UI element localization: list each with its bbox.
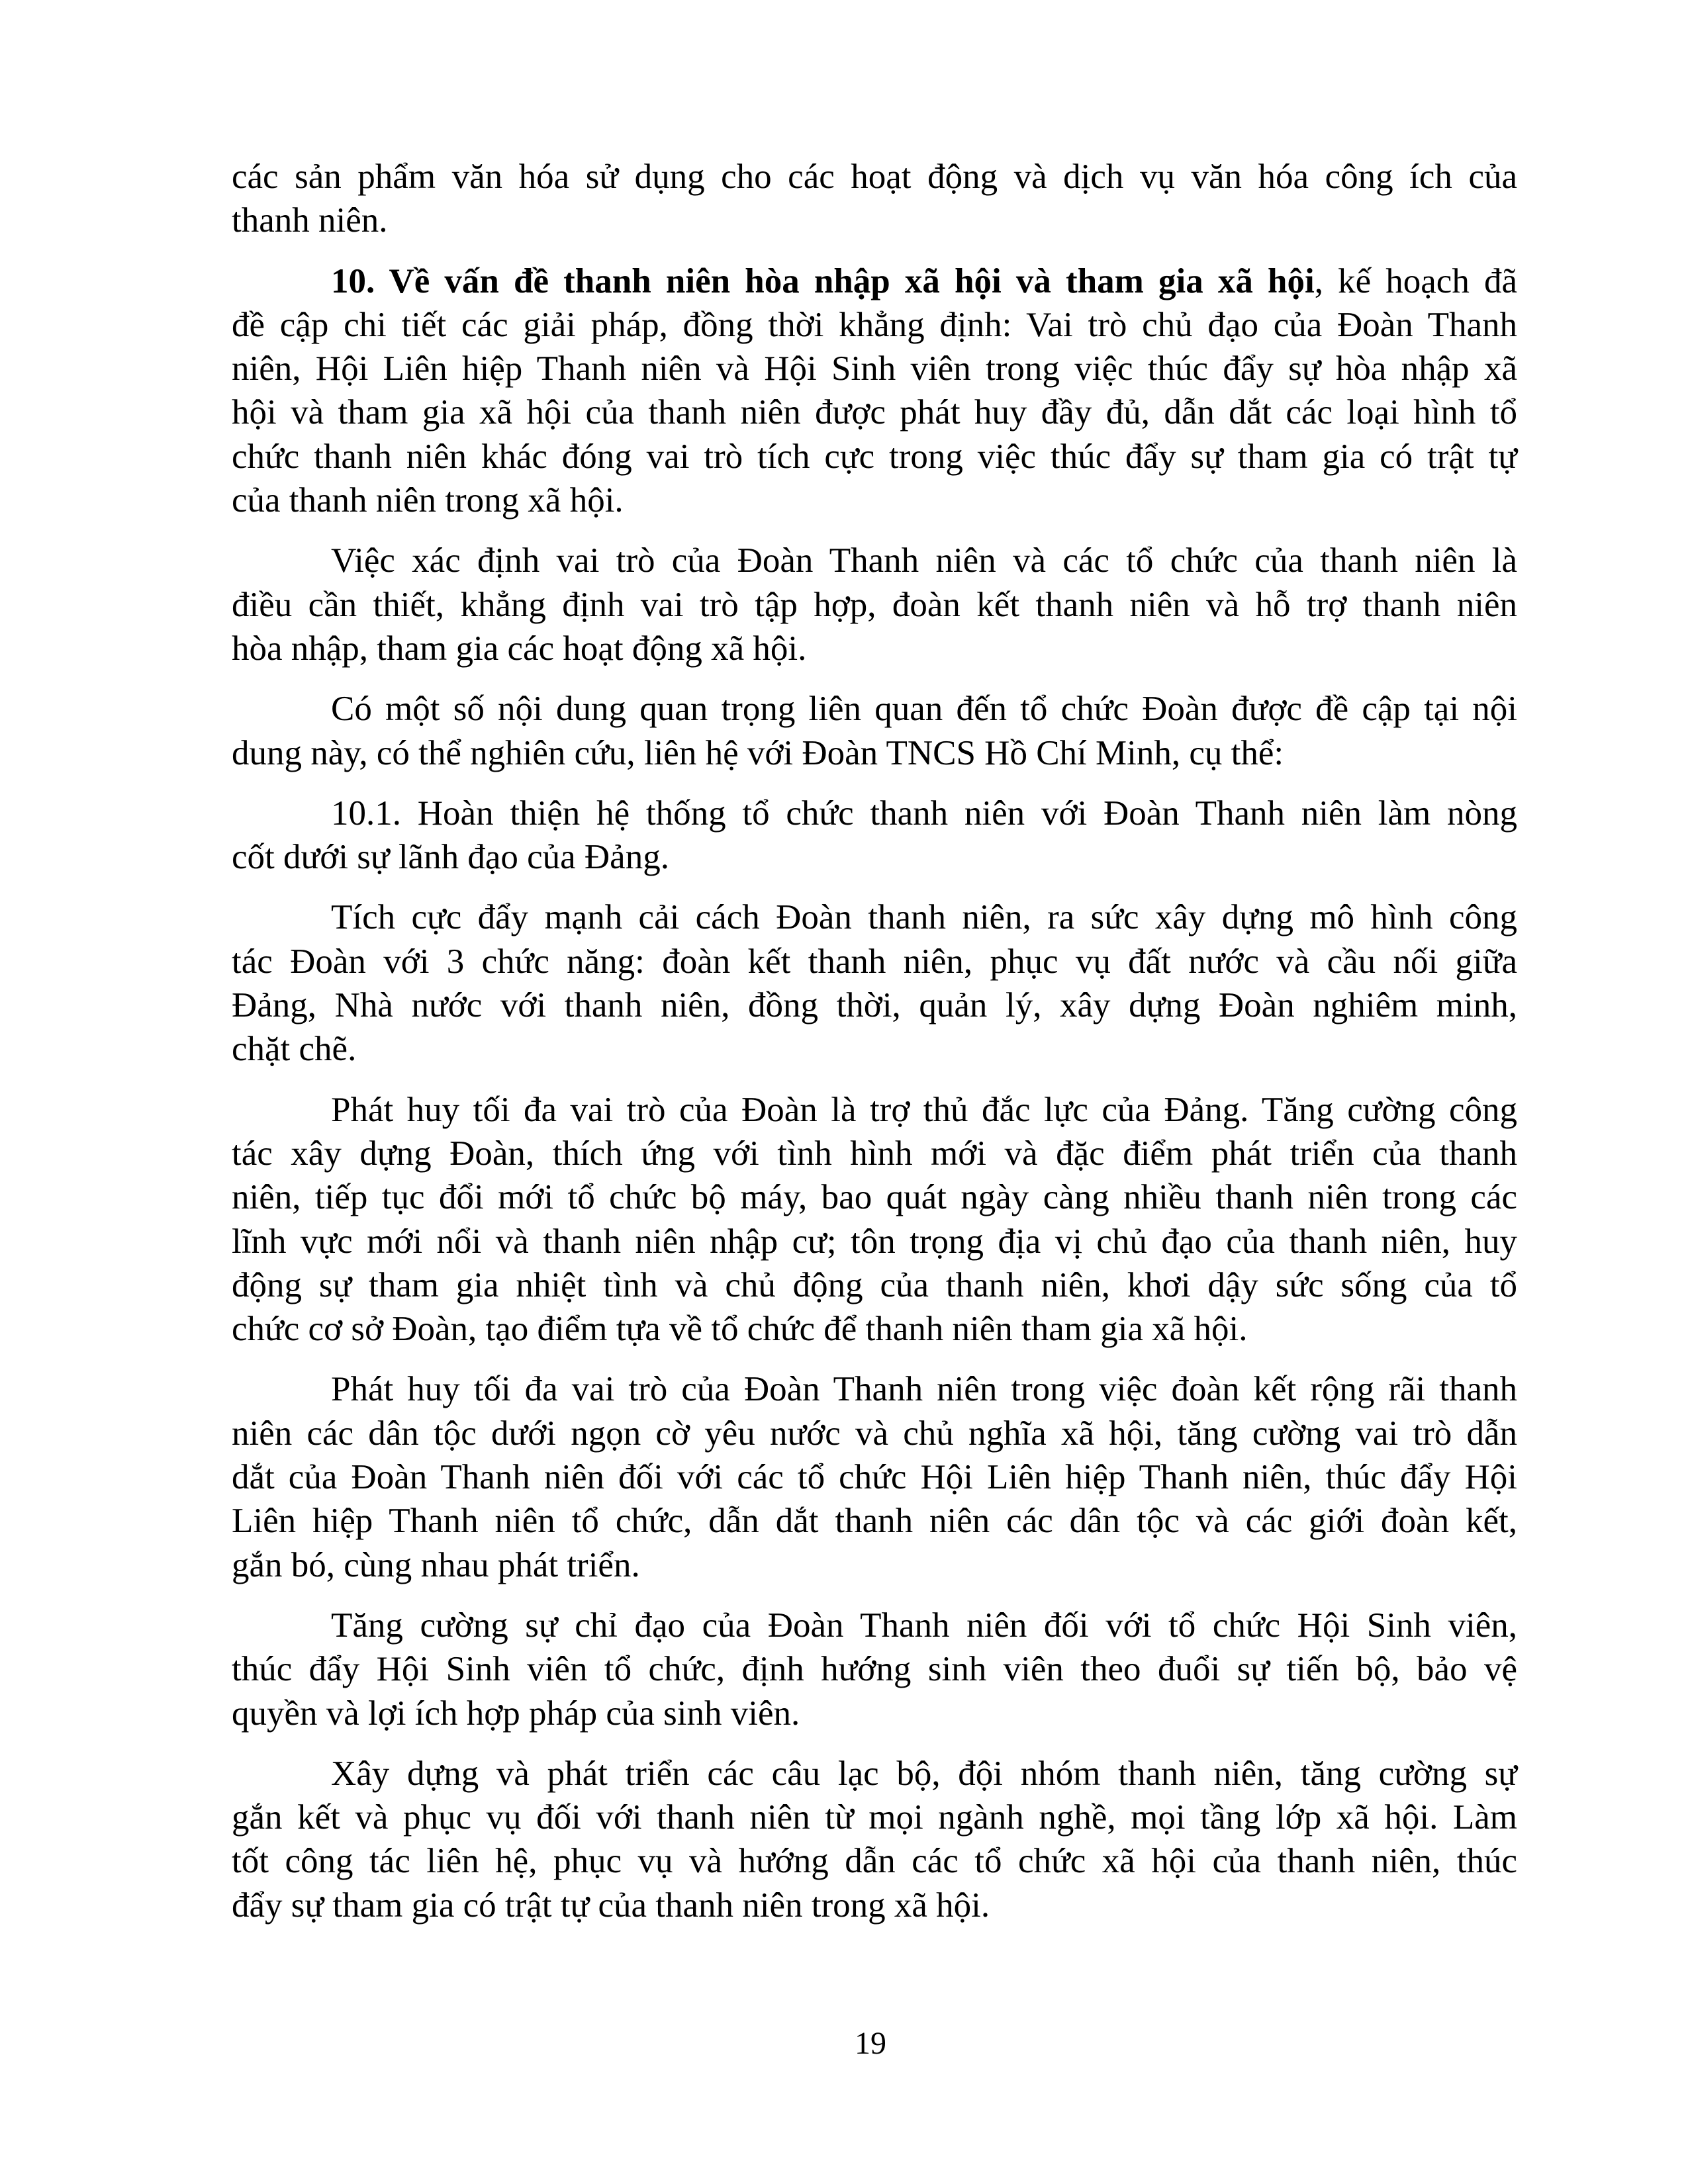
heading-continuation: , kế hoạch đã — [1314, 261, 1517, 300]
paragraph — [232, 1752, 1517, 1927]
text-line: Tăng cường sự chỉ đạo của Đoàn Thanh niên đối với tổ chức Hội Sinh viên, — [331, 1606, 1517, 1645]
text-line: của thanh niên trong xã hội. — [232, 481, 624, 520]
text-line: quyền và lợi ích hợp pháp của sinh viên. — [232, 1694, 800, 1733]
text-line: thanh niên. — [232, 201, 388, 240]
text-line: niên, tiếp tục đổi mới tổ chức bộ máy, bao quát ngày càng nhiều thanh niên trong các — [232, 1178, 1517, 1217]
paragraph — [232, 1604, 1517, 1735]
paragraph — [232, 1088, 1517, 1351]
text-line: các sản phẩm văn hóa sử dụng cho các hoạt động và dịch vụ văn hóa công ích của — [232, 158, 1517, 196]
text-line: gắn bó, cùng nhau phát triển. — [232, 1545, 640, 1584]
paragraph — [232, 687, 1517, 775]
page-number: 19 — [855, 2026, 886, 2061]
text-line: Xây dựng và phát triển các câu lạc bộ, đội nhóm thanh niên, tăng cường sự — [331, 1754, 1517, 1793]
text-line: tác Đoàn với 3 chức năng: đoàn kết thanh niên, phục vụ đất nước và cầu nối giữa — [232, 942, 1517, 981]
paragraph — [232, 155, 1517, 243]
text-line: lĩnh vực mới nổi và thanh niên nhập cư; tôn trọng địa vị chủ đạo của thanh niên, huy — [232, 1222, 1517, 1261]
text-line: Có một số nội dung quan trọng liên quan đến tổ chức Đoàn được đề cập tại nội — [331, 690, 1517, 729]
text-line: thúc đẩy Hội Sinh viên tổ chức, định hướng sinh viên theo đuổi sự tiến bộ, bảo vệ — [232, 1650, 1517, 1689]
text-line: hòa nhập, tham gia các hoạt động xã hội. — [232, 629, 807, 668]
text-line: tốt công tác liên hệ, phục vụ và hướng dẫn các tổ chức xã hội của thanh niên, thúc — [232, 1842, 1517, 1881]
text-line — [232, 259, 1517, 303]
text-line: dung này, có thể nghiên cứu, liên hệ với Đoàn TNCS Hồ Chí Minh, cụ thể: — [232, 733, 1284, 772]
text-line: dắt của Đoàn Thanh niên đối với các tổ chức Hội Liên hiệp Thanh niên, thúc đẩy Hội — [232, 1458, 1517, 1497]
text-line: đẩy sự tham gia có trật tự của thanh niên trong xã hội. — [232, 1886, 990, 1925]
text-line: chức cơ sở Đoàn, tạo điểm tựa về tổ chức để thanh niên tham gia xã hội. — [232, 1310, 1248, 1349]
text-line: Liên hiệp Thanh niên tổ chức, dẫn dắt thanh niên các dân tộc và các giới đoàn kết, — [232, 1502, 1517, 1541]
document-body — [232, 155, 1517, 1944]
text-line: điều cần thiết, khẳng định vai trò tập hợp, đoàn kết thanh niên và hỗ trợ thanh niên — [232, 585, 1517, 624]
paragraph — [232, 1367, 1517, 1586]
paragraph — [232, 539, 1517, 670]
paragraph — [232, 792, 1517, 880]
text-line: chặt chẽ. — [232, 1030, 357, 1069]
text-line: Phát huy tối đa vai trò của Đoàn là trợ thủ đắc lực của Đảng. Tăng cường công — [331, 1090, 1517, 1129]
section-heading: 10. Về vấn đề thanh niên hòa nhập xã hội và tham gia xã hội — [331, 261, 1315, 300]
text-line: tác xây dựng Đoàn, thích ứng với tình hình mới và đặc điểm phát triển của thanh — [232, 1134, 1517, 1173]
paragraph — [232, 259, 1517, 523]
text-line: Đảng, Nhà nước với thanh niên, đồng thời, quản lý, xây dựng Đoàn nghiêm minh, — [232, 986, 1517, 1025]
text-line: đề cập chi tiết các giải pháp, đồng thời khẳng định: Vai trò chủ đạo của Đoàn Thanh — [232, 305, 1517, 344]
text-line: chức thanh niên khác đóng vai trò tích cực trong việc thúc đẩy sự tham gia có trật tự — [232, 437, 1517, 476]
text-line: Phát huy tối đa vai trò của Đoàn Thanh niên trong việc đoàn kết rộng rãi thanh — [331, 1370, 1517, 1409]
text-line: Việc xác định vai trò của Đoàn Thanh niên và các tổ chức của thanh niên là — [331, 541, 1517, 580]
text-line: Tích cực đẩy mạnh cải cách Đoàn thanh niên, ra sức xây dựng mô hình công — [331, 898, 1517, 937]
text-line: 10.1. Hoàn thiện hệ thống tổ chức thanh niên với Đoàn Thanh niên làm nòng — [331, 794, 1517, 833]
text-line: động sự tham gia nhiệt tình và chủ động của thanh niên, khơi dậy sức sống của tổ — [232, 1265, 1517, 1304]
text-line: niên, Hội Liên hiệp Thanh niên và Hội Sinh viên trong việc thúc đẩy sự hòa nhập xã — [232, 349, 1517, 388]
text-line: niên các dân tộc dưới ngọn cờ yêu nước và chủ nghĩa xã hội, tăng cường vai trò dẫn — [232, 1414, 1517, 1453]
paragraph — [232, 895, 1517, 1071]
text-line: gắn kết và phục vụ đối với thanh niên từ mọi ngành nghề, mọi tầng lớp xã hội. Làm — [232, 1798, 1517, 1837]
text-line: cốt dưới sự lãnh đạo của Đảng. — [232, 838, 669, 877]
text-line: hội và tham gia xã hội của thanh niên được phát huy đầy đủ, dẫn dắt các loại hình tổ — [232, 393, 1517, 432]
